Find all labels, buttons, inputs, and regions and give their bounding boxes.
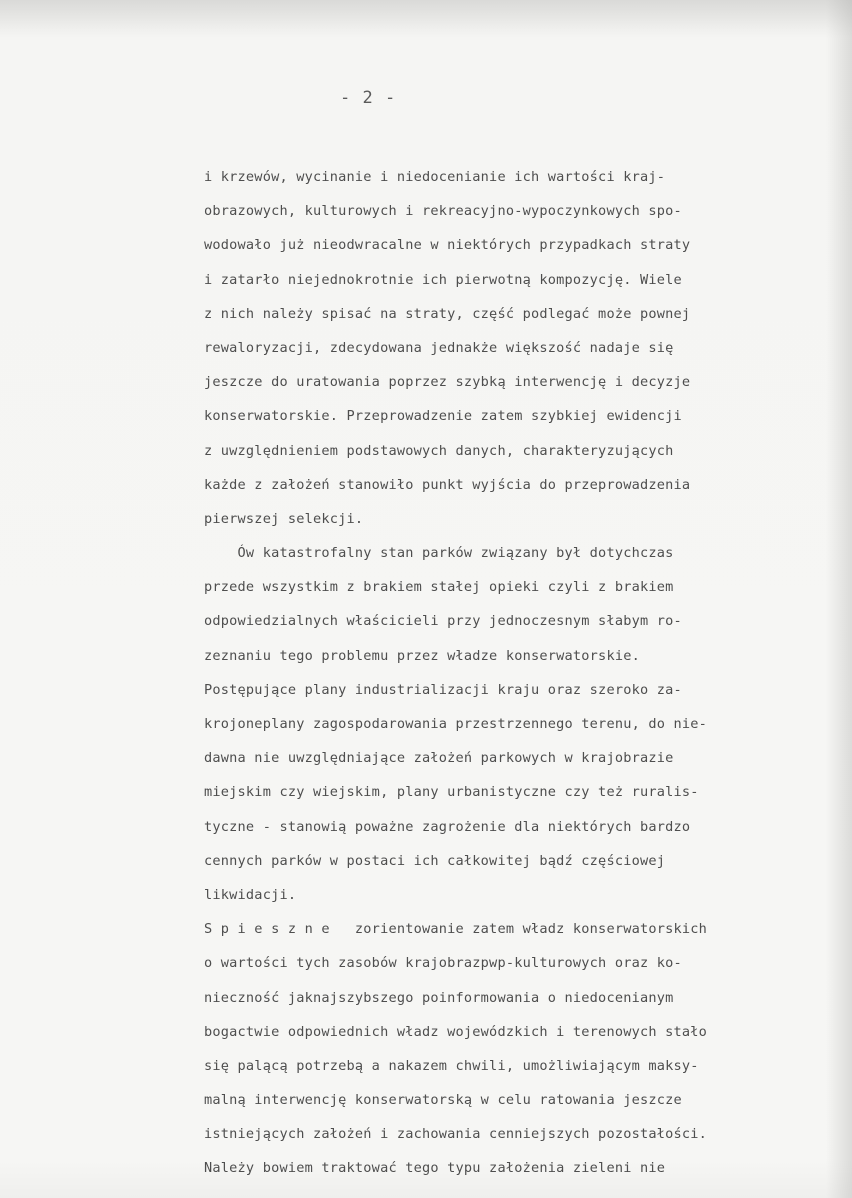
text-line: o wartości tych zasobów krajobrazpwp-kulturowych oraz ko- xyxy=(204,955,682,972)
text-line: istniejących założeń i zachowania cenniejszych pozostałości. xyxy=(204,1126,708,1143)
text-line: krojoneplany zagospodarowania przestrzennego terenu, do nie- xyxy=(204,716,708,732)
text-line: z uwzględnieniem podstawowych danych, charakteryzujących xyxy=(204,442,674,459)
scan-shadow-top xyxy=(0,0,852,38)
text-line: i zatarło niejednokrotnie ich pierwotną kompozycję. Wiele xyxy=(204,271,682,288)
text-line: odpowiedzialnych właścicieli przy jednoczesnym słabym ro- xyxy=(204,613,682,630)
text-line: miejskim czy wiejskim, plany urbanistyczne czy też ruralis- xyxy=(204,784,699,801)
text-line: S p i e s z n e zorientowanie zatem władz konserwatorskich xyxy=(204,921,708,938)
text-line: malną interwencję konserwatorską w celu ratowania jeszcze xyxy=(204,1092,682,1109)
text-line: konserwatorskie. Przeprowadzenie zatem szybkiej ewidencji xyxy=(204,408,682,425)
text-line: Należy bowiem traktować tego typu założenia zieleni nie xyxy=(204,1160,666,1177)
text-line: zeznaniu tego problemu przez władze konserwatorskie. xyxy=(204,647,640,664)
text-line: dawna nie uwzględniające założeń parkowych w krajobrazie xyxy=(204,750,674,767)
text-line: likwidacji. xyxy=(204,886,297,903)
text-line: tyczne - stanowią poważne zagrożenie dla niektórych bardzo xyxy=(204,818,691,835)
page-number: - 2 - xyxy=(340,88,397,108)
text-line: bogactwie odpowiednich władz wojewódzkich i terenowych stało xyxy=(204,1023,708,1040)
text-line: obrazowych, kulturowych i rekreacyjno-wypoczynkowych spo- xyxy=(204,203,682,220)
text-line: się palącą potrzebą a nakazem chwili, umożliwiającym maksy- xyxy=(204,1057,699,1074)
text-line: nieczność jaknajszybszego poinformowania o niedocenianym xyxy=(204,989,674,1006)
text-line: Ów katastrofalny stan parków związany był dotychczas xyxy=(204,545,674,562)
text-line: pierwszej selekcji. xyxy=(204,510,364,527)
text-line: cennych parków w postaci ich całkowitej bądź częściowej xyxy=(204,852,666,869)
text-line: z nich należy spisać na straty, część podlegać może pownej xyxy=(204,305,691,322)
text-line: Postępujące plany industrializacji kraju oraz szeroko za- xyxy=(204,681,682,698)
body-text xyxy=(204,160,834,1186)
text-line: przede wszystkim z brakiem stałej opieki czyli z brakiem xyxy=(204,579,674,596)
text-line: każde z założeń stanowiło punkt wyjścia do przeprowadzenia xyxy=(204,476,691,493)
text-line: rewaloryzacji, zdecydowana jednakże większość nadaje się xyxy=(204,339,674,356)
text-line: wodowało już nieodwracalne w niektórych przypadkach straty xyxy=(204,237,691,254)
text-line: jeszcze do uratowania poprzez szybką interwencję i decyzje xyxy=(204,374,691,391)
text-line: i krzewów, wycinanie i niedocenianie ich wartości kraj- xyxy=(204,169,666,185)
